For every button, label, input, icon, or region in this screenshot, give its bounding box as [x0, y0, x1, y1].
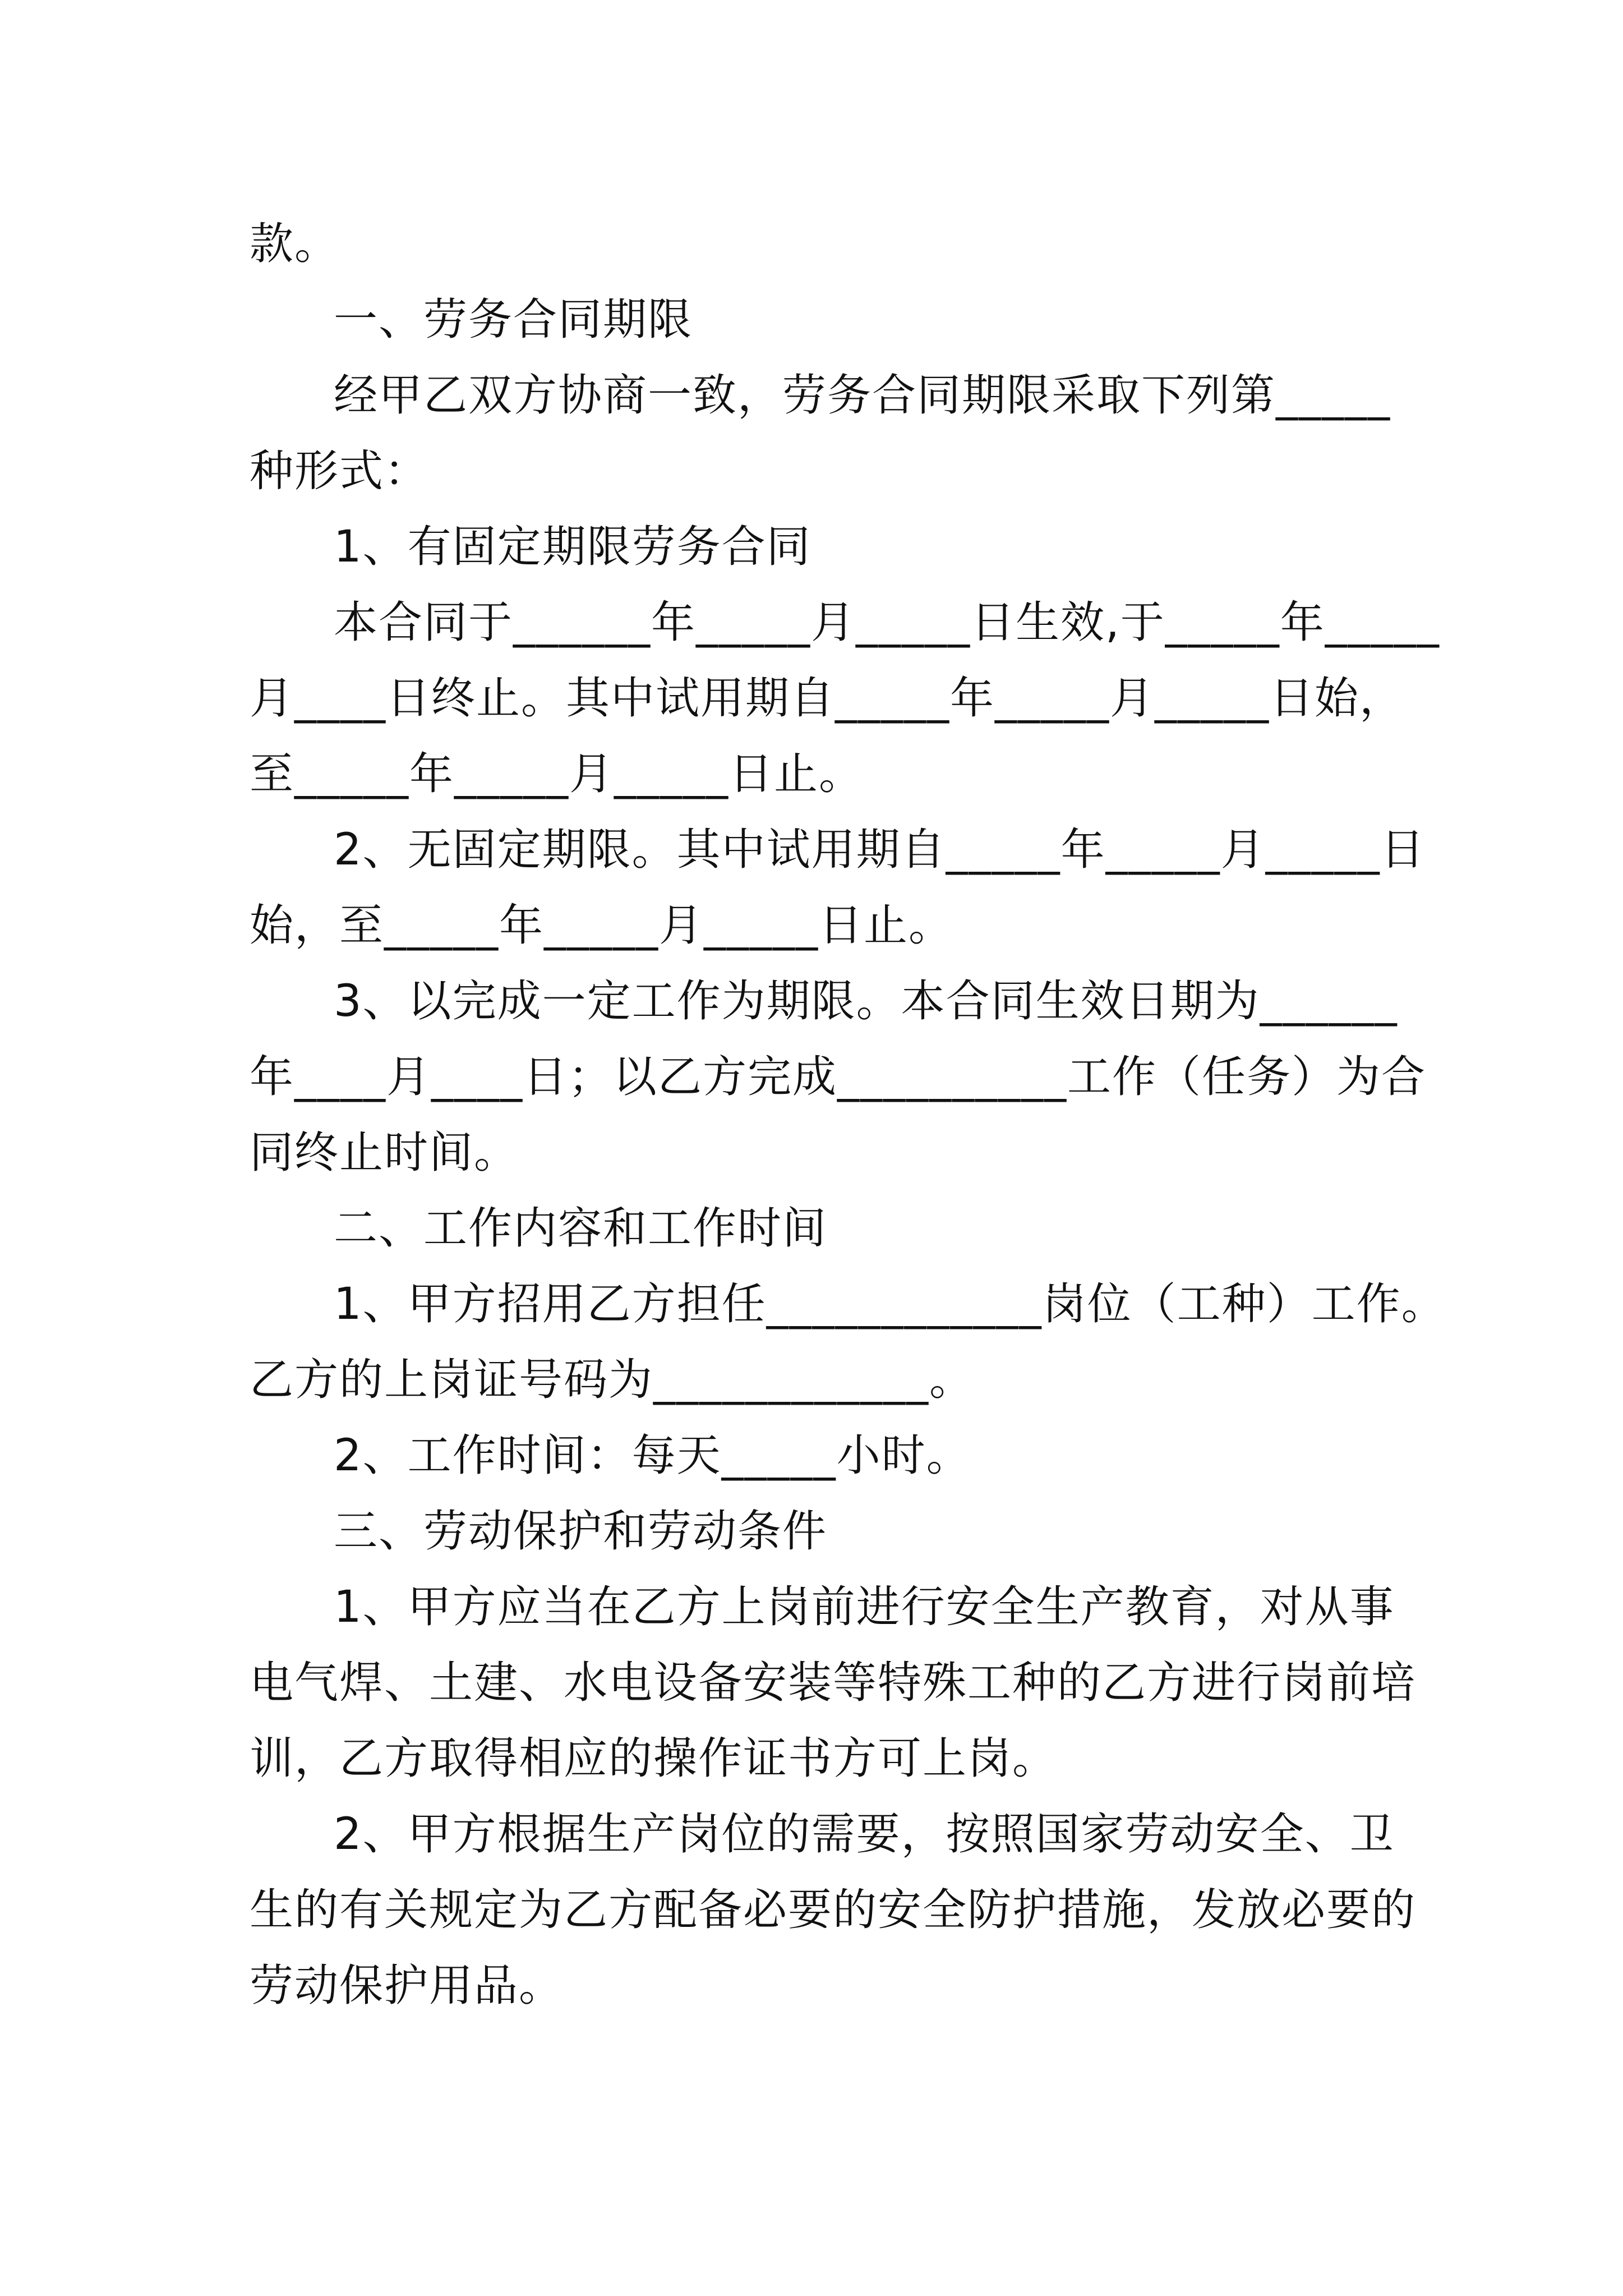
text-line: 2、工作时间：每天_____小时。 [334, 1430, 971, 1481]
text-line: 2、无固定期限。其中试用期自_____年_____月_____日 [334, 825, 1426, 875]
text-line: 始，至_____年_____月_____日止。 [250, 900, 954, 951]
text-line: 1、甲方应当在乙方上岗前进行安全生产教育，对从事 [334, 1582, 1395, 1632]
text-line: 生的有关规定为乙方配备必要的安全防护措施，发放必要的 [250, 1885, 1417, 1935]
text-line: 2、甲方根据生产岗位的需要，按照国家劳动安全、卫 [334, 1809, 1395, 1860]
text-line: 年____月____日；以乙方完成__________工作（任务）为合 [250, 1052, 1427, 1102]
text-line: 款。 [250, 219, 340, 269]
text-line: 经甲乙双方协商一致，劳务合同期限采取下列第_____ [334, 370, 1391, 421]
text-line: 至_____年_____月_____日止。 [250, 749, 864, 799]
text-line: 1、甲方招用乙方担任____________岗位（工种）工作。 [334, 1279, 1446, 1329]
text-line: 训，乙方取得相应的操作证书方可上岗。 [250, 1733, 1058, 1784]
section-heading: 二、工作内容和工作时间 [334, 1203, 828, 1254]
section-heading: 三、劳动保护和劳动条件 [334, 1506, 828, 1557]
text-line: 电气焊、土建、水电设备安装等特殊工种的乙方进行岗前培 [250, 1658, 1417, 1708]
text-line: 劳动保护用品。 [250, 1961, 564, 2011]
text-line: 本合同于______年_____月_____日生效,于_____年_____ [334, 597, 1440, 648]
text-line: 同终止时间。 [250, 1128, 519, 1178]
text-line: 种形式： [250, 446, 430, 496]
text-line: 乙方的上岗证号码为____________。 [250, 1355, 975, 1405]
text-line: 月____日终止。其中试用期自_____年_____月_____日始， [250, 673, 1405, 724]
text-line: 1、有固定期限劳务合同 [334, 522, 811, 572]
text-line: 3、以完成一定工作为期限。本合同生效日期为______ [334, 976, 1398, 1027]
section-heading: 一、劳务合同期限 [334, 295, 693, 345]
